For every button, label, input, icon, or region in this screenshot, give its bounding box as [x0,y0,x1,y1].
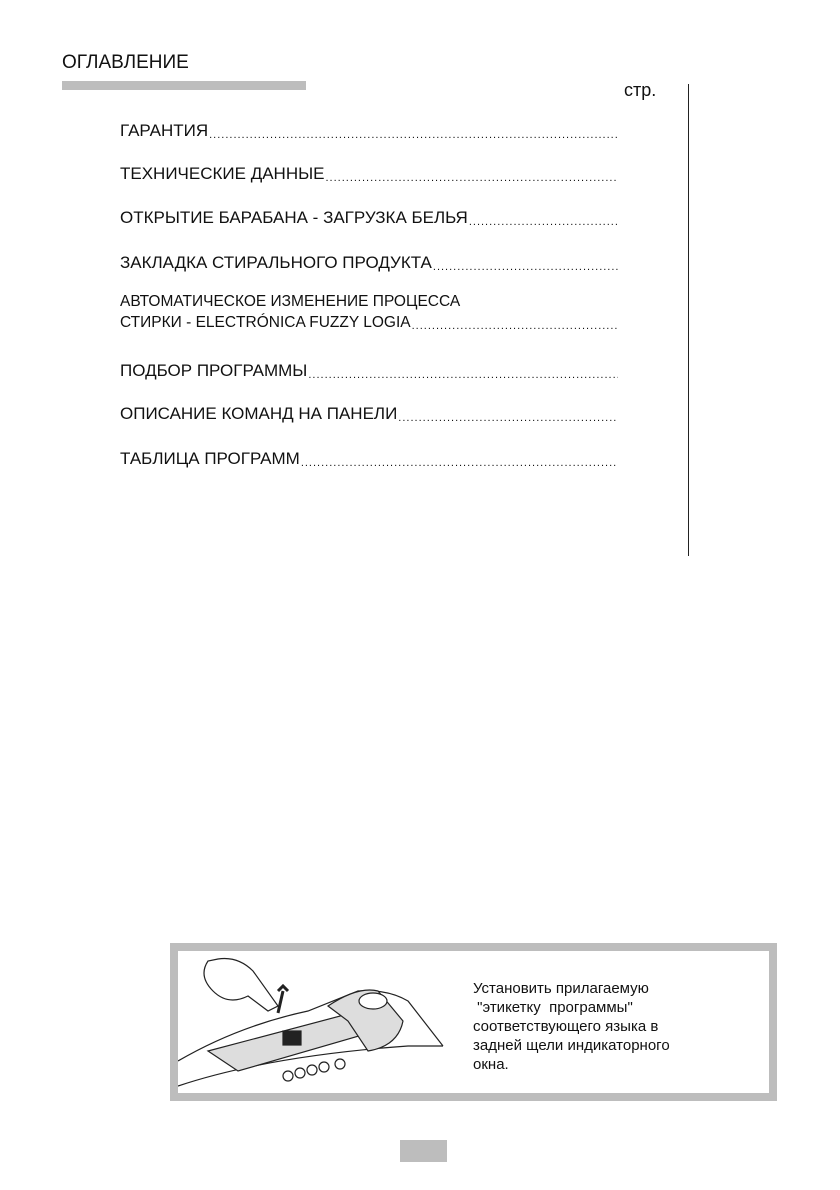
toc-entry-line1[interactable] [120,293,618,311]
toc-entry[interactable] [120,449,618,469]
toc-label: АВТОМАТИЧЕСКОЕ ИЗМЕНЕНИЕ ПРОЦЕССА [120,293,461,310]
toc-entry[interactable] [120,314,618,332]
program-label-note [170,943,777,1101]
leader-dots [209,129,618,141]
toc-entry[interactable] [120,361,618,381]
toc-label: ОТКРЫТИЕ БАРАБАНА - ЗАГРУЗКА БЕЛЬЯ [120,208,468,227]
toc-label: ОПИСАНИЕ КОМАНД НА ПАНЕЛИ [120,404,398,423]
page-title: ОГЛАВЛЕНИЕ [62,52,189,73]
toc-entry[interactable] [120,164,618,184]
toc-entry[interactable] [120,121,618,141]
toc-label: ПОДБОР ПРОГРАММЫ [120,361,308,380]
leader-dots [433,261,618,273]
toc-entry[interactable] [120,253,618,273]
divider [688,84,689,556]
toc-label: ТЕХНИЧЕСКИЕ ДАННЫЕ [120,164,325,183]
page-column-label: стр. [624,80,657,100]
toc-label: ТАБЛИЦА ПРОГРАММ [120,449,300,468]
leader-dots [301,457,618,469]
toc-label: ЗАКЛАДКА СТИРАЛЬНОГО ПРОДУКТА [120,253,432,272]
leader-dots [469,216,618,228]
page-number-box [400,1140,447,1162]
title-underline [62,81,306,90]
leader-dots [398,412,618,424]
toc-entry[interactable] [120,208,618,228]
control-panel-illustration [178,951,458,1093]
toc-label: ГАРАНТИЯ [120,121,209,140]
leader-dots [325,172,618,184]
toc-entry[interactable] [120,404,618,424]
note-text: Установить прилагаемую "этикетку программы" соответствующего языка в задней щели индикаторного окна. [473,980,670,1073]
toc-label: СТИРКИ - ELECTRÓNICA FUZZY LOGIA [120,314,411,331]
leader-dots [412,320,618,332]
leader-dots [308,369,618,381]
